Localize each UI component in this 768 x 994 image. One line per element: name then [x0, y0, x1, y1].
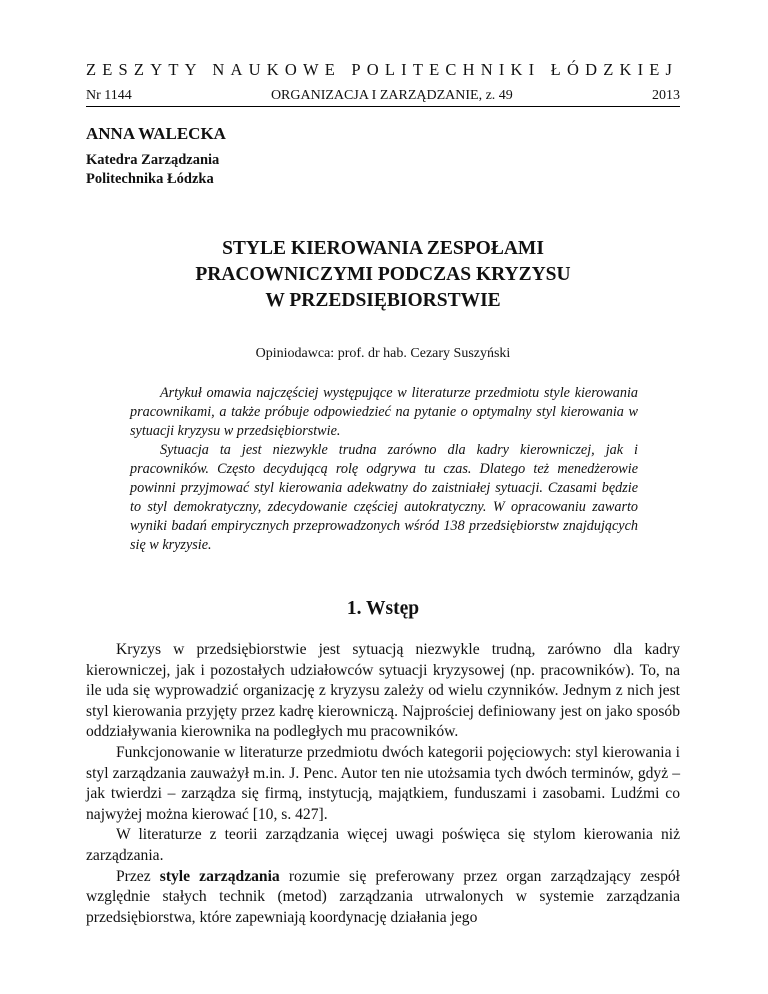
reviewer: Opiniodawca: prof. dr hab. Cezary Suszyński — [255, 346, 511, 361]
institution: Politechnika Łódzka — [86, 171, 214, 187]
body-paragraph: W literaturze z teorii zarządzania więcej uwagi poświęca się stylom kierowania niż zarządzania. — [86, 826, 680, 864]
journal-meta — [86, 88, 680, 104]
abstract-paragraph: Artykuł omawia najczęściej występujące w literaturze przedmiotu style kierowania pracownikami, a także próbuje odpowiedzieć na pytanie o optymalny styl kierowania w sytuacji kryzysu w przedsiębiorstwie. — [130, 385, 638, 439]
abstract-paragraph: Sytuacja ta jest niezwykle trudna zarówno dla kadry kierowniczej, jak i pracowników. Często decydującą rolę odgrywa tu czas. Dlatego też menedżerowie powinni przyjmować styl kierowania adekwatny do zaistniałej sytuacji. Czasami będzie to styl demokratyczny, zdecydowanie częściej autokratyczny. W opracowaniu zawarto wyniki badań empirycznych przeprowadzonych wśród 138 przedsiębiorstw znajdujących się w kryzysie. — [130, 442, 638, 553]
series-info: ORGANIZACJA I ZARZĄDZANIE, z. 49 — [270, 88, 513, 103]
defined-term: style zarządzania — [159, 867, 280, 885]
department: Katedra Zarządzania — [86, 152, 220, 168]
body-paragraph: Kryzys w przedsiębiorstwie jest sytuacją niezwykle trudną, zarówno dla kadry kierowniczej, jak i pozostałych udziałowców sytuacji kryzysowej (np. pracowników). To, na ile uda się wyprowadzić organizację z kryzysu zależy od wielu czynników. Jednym z nich jest styl kierowania przyjęty przez kadrę kierowniczą. Najprościej definiowany jest on jako sposób oddziaływania kierownika na podległych mu pracowników. — [86, 641, 680, 741]
body-paragraph — [86, 867, 680, 929]
header-rule — [86, 106, 680, 107]
body-paragraph: Funkcjonowanie w literaturze przedmiotu dwóch kategorii pojęciowych: styl kierowania i styl zarządzania zauważył m.in. J. Penc. Autor ten nie utożsamia tych dwóch terminów, gdyż – jak twierdzi – zarządza się firmą, instytucją, majątkiem, funduszami i zasobami. Ludźmi co najwyżej można kierować [10, s. 427]. — [86, 743, 680, 823]
title-line: W PRZEDSIĘBIORSTWIE — [265, 290, 501, 311]
author-affiliation — [86, 151, 219, 189]
abstract — [130, 384, 638, 555]
title-line: STYLE KIEROWANIA ZESPOŁAMI — [222, 238, 544, 259]
title-line: PRACOWNICZYMI PODCZAS KRYZYSU — [195, 264, 571, 285]
journal-title: ZESZYTY NAUKOWE POLITECHNIKI ŁÓDZKIEJ — [86, 60, 679, 79]
issue-number: Nr 1144 — [86, 88, 132, 103]
body-text-span: rozumie się preferowany przez organ zarządzający zespół względnie stałych technik (metod) zarządzania utrwalonych w systemie zarządzania przedsiębiorstwa, które zapewniają koordynację działania jego — [86, 867, 681, 926]
publication-year: 2013 — [651, 88, 680, 103]
section-heading: 1. Wstęp — [346, 598, 420, 619]
body-text-span: Przez — [116, 867, 160, 885]
author-name: ANNA WALECKA — [86, 124, 226, 143]
article-title — [86, 236, 680, 314]
body-text — [86, 640, 680, 928]
